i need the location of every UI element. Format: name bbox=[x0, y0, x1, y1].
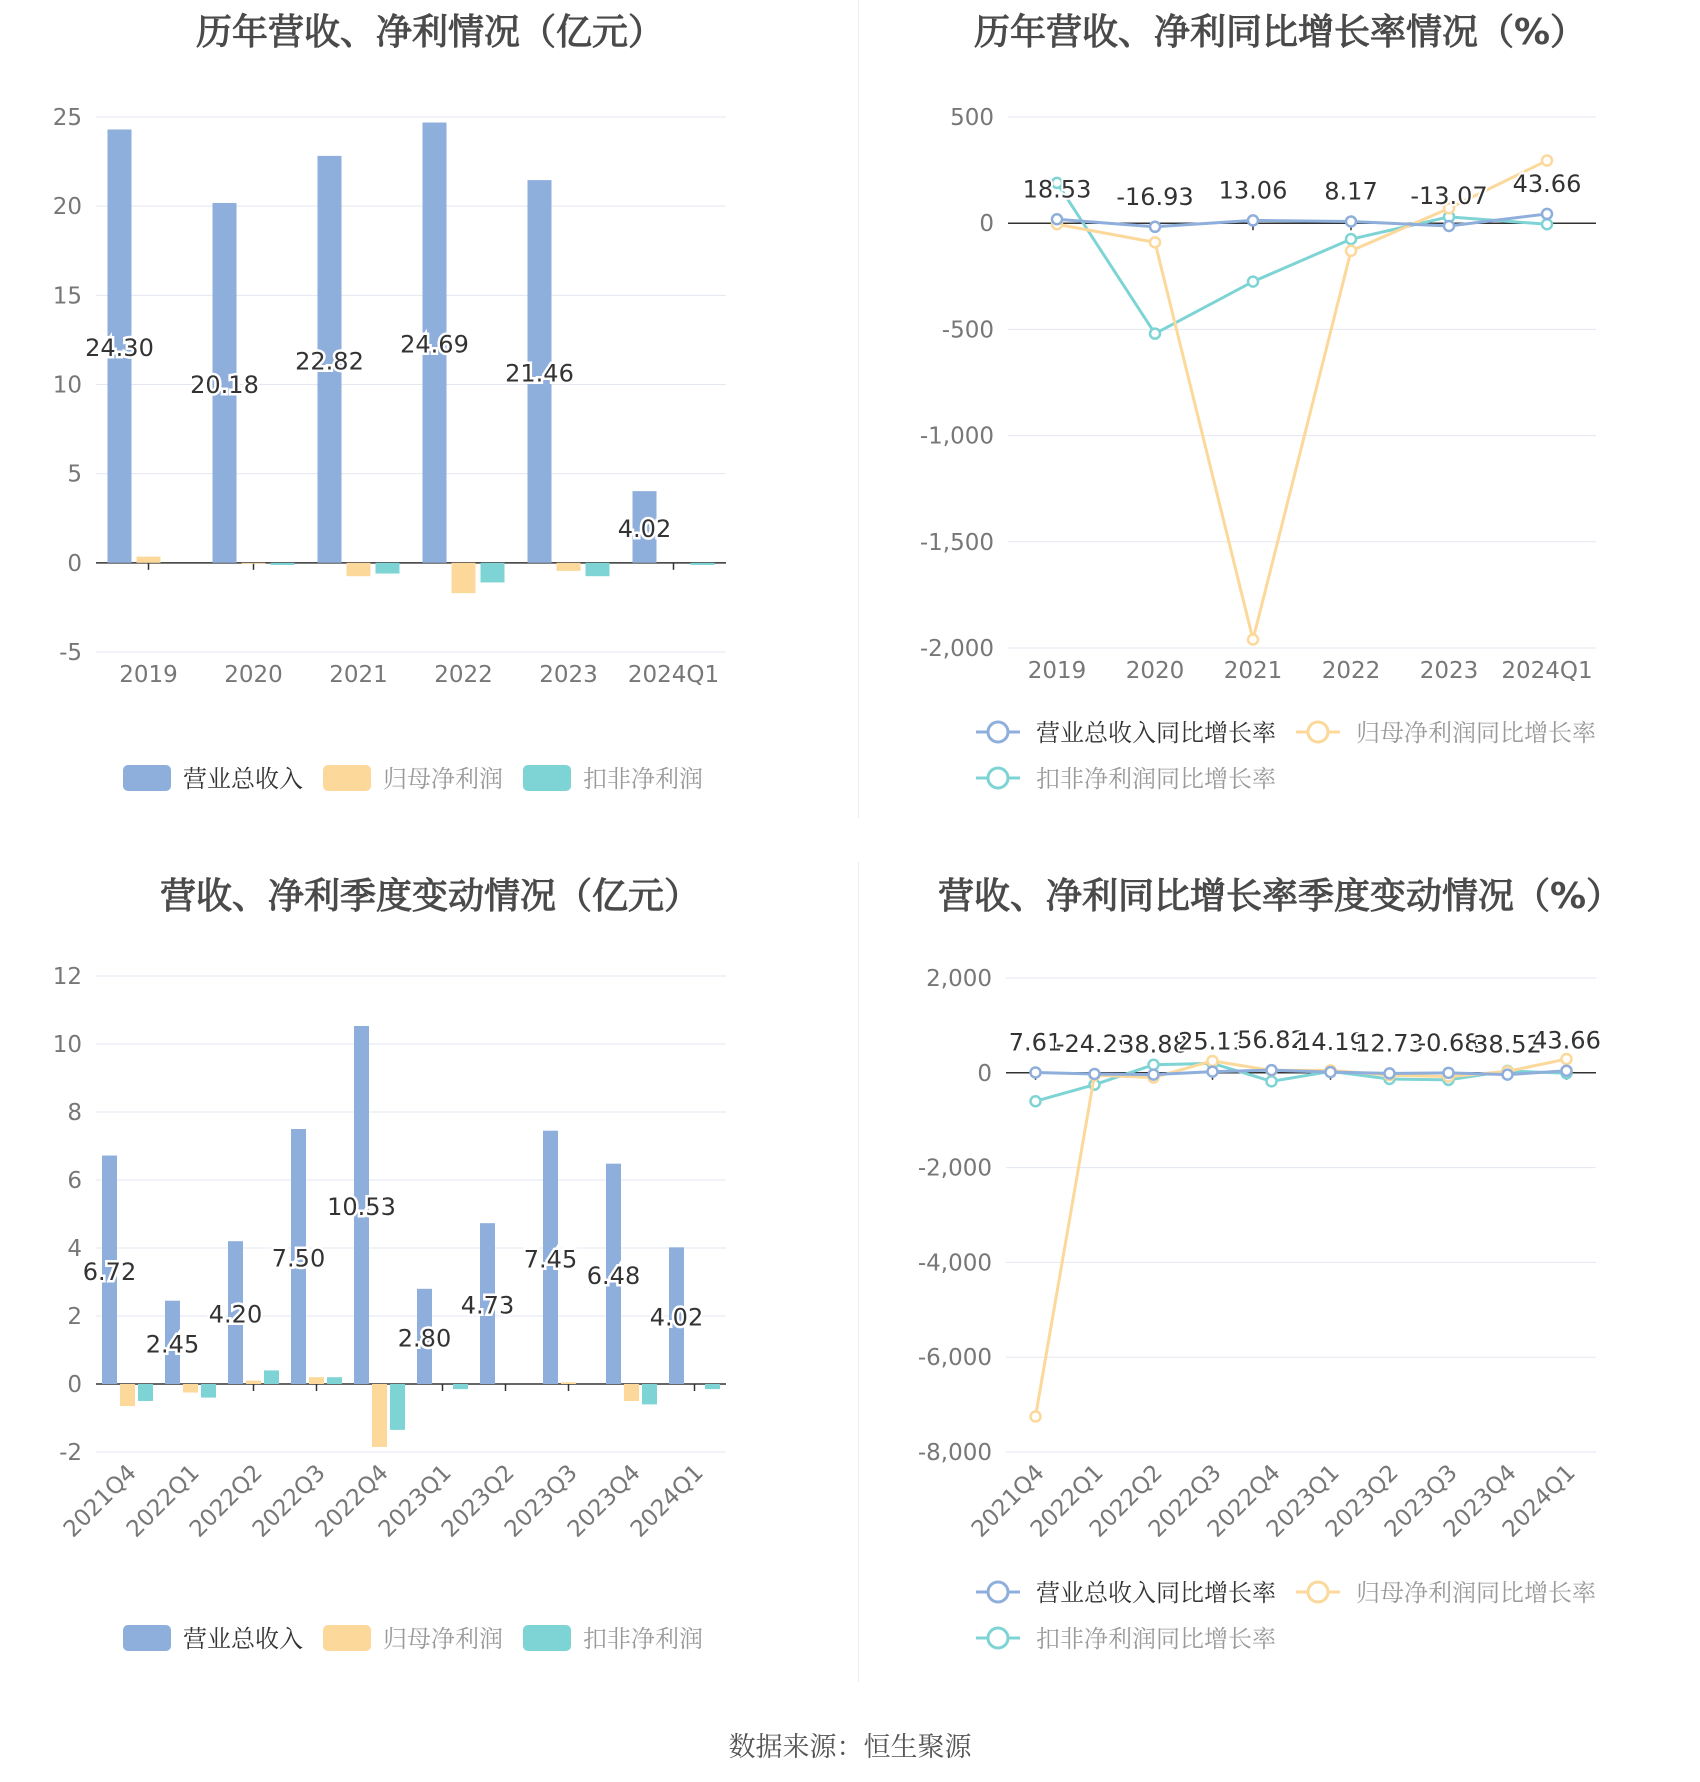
x-tick-label: 2023Q4 bbox=[1438, 1459, 1522, 1543]
legend-marker bbox=[1308, 722, 1328, 742]
x-tick-label: 2022Q1 bbox=[121, 1459, 205, 1543]
bar bbox=[264, 1370, 279, 1384]
legend-marker bbox=[988, 722, 1008, 742]
x-tick-label: 2022Q1 bbox=[1025, 1459, 1109, 1543]
x-tick-label: 2022 bbox=[434, 662, 493, 688]
data-label: 4.02 bbox=[617, 514, 672, 543]
data-label: 8.17 bbox=[1324, 177, 1378, 206]
x-tick-label: 2019 bbox=[1027, 658, 1087, 684]
data-label: 18.53 bbox=[1022, 175, 1092, 204]
y-tick-label: -4,000 bbox=[917, 1250, 992, 1277]
annual-growth-chart bbox=[860, 0, 1700, 830]
series-point bbox=[1542, 209, 1552, 219]
chart-title: 历年营收、净利情况（亿元） bbox=[195, 12, 664, 53]
data-label: 56.82 bbox=[1237, 1026, 1306, 1055]
series-line bbox=[1057, 161, 1547, 640]
series-point bbox=[1562, 1066, 1572, 1076]
chart-panel-annual-amounts bbox=[0, 0, 860, 830]
y-tick-label: 2 bbox=[67, 1304, 82, 1330]
series-point bbox=[1346, 216, 1356, 226]
x-tick-label: 2024Q1 bbox=[625, 1459, 709, 1543]
y-tick-label: 4 bbox=[67, 1236, 82, 1262]
legend-label: 扣非净利润 bbox=[583, 1625, 703, 1653]
series-point bbox=[1503, 1070, 1513, 1080]
x-tick-label: 2023Q2 bbox=[1320, 1459, 1404, 1543]
y-tick-label: -2 bbox=[59, 1440, 82, 1466]
series-line bbox=[1036, 1059, 1567, 1416]
data-label: 2.80 bbox=[397, 1324, 452, 1353]
series-point bbox=[1542, 219, 1552, 229]
bar bbox=[271, 563, 295, 565]
legend-label: 归母净利润同比增长率 bbox=[1356, 1579, 1596, 1607]
series-point bbox=[1385, 1068, 1395, 1078]
bar bbox=[390, 1384, 405, 1430]
series-point bbox=[1031, 1411, 1041, 1421]
legend-label: 扣非净利润同比增长率 bbox=[1036, 1625, 1276, 1653]
data-label: 13.06 bbox=[1218, 176, 1288, 205]
series-point bbox=[1267, 1065, 1277, 1075]
series-point bbox=[1031, 1096, 1041, 1106]
data-label: 20.18 bbox=[190, 370, 259, 399]
series-point bbox=[1326, 1067, 1336, 1077]
chart-title: 历年营收、净利同比增长率情况（%） bbox=[973, 12, 1587, 53]
data-label: 4.02 bbox=[649, 1303, 704, 1332]
y-tick-label: 20 bbox=[52, 194, 82, 221]
x-tick-label: 2022Q4 bbox=[1202, 1459, 1286, 1543]
series-point bbox=[1248, 277, 1258, 287]
x-tick-label: 2024Q1 bbox=[627, 662, 720, 688]
data-label: -13.07 bbox=[1410, 181, 1488, 210]
data-label: -0.68 bbox=[1417, 1028, 1480, 1057]
y-tick-label: 10 bbox=[52, 372, 82, 399]
series-point bbox=[1150, 329, 1160, 339]
series-point bbox=[1031, 1067, 1041, 1077]
series-point bbox=[1444, 1068, 1454, 1078]
y-tick-label: -500 bbox=[941, 317, 994, 344]
y-tick-label: -8,000 bbox=[917, 1440, 992, 1466]
legend-marker bbox=[1308, 1582, 1328, 1602]
quarterly-amounts-chart bbox=[0, 860, 860, 1700]
bar bbox=[453, 1384, 468, 1389]
series-point bbox=[1562, 1054, 1572, 1064]
series-point bbox=[1346, 234, 1356, 244]
bar bbox=[183, 1384, 198, 1393]
x-tick-label: 2020 bbox=[224, 662, 283, 688]
y-tick-label: 25 bbox=[52, 105, 82, 131]
x-tick-label: 2022Q4 bbox=[310, 1459, 394, 1543]
chart-panel-quarterly-amounts bbox=[0, 860, 860, 1700]
series-point bbox=[1149, 1070, 1159, 1080]
y-tick-label: -6,000 bbox=[917, 1345, 992, 1372]
x-tick-label: 2021Q4 bbox=[966, 1459, 1050, 1543]
data-label: 38.88 bbox=[1119, 1030, 1188, 1059]
y-tick-label: 500 bbox=[950, 105, 994, 131]
y-tick-label: 0 bbox=[977, 1060, 992, 1087]
y-tick-label: 6 bbox=[67, 1168, 82, 1194]
legend-marker bbox=[988, 1628, 1008, 1648]
series-point bbox=[1346, 246, 1356, 256]
bar bbox=[624, 1384, 639, 1401]
y-tick-label: 5 bbox=[67, 461, 82, 488]
series-point bbox=[1149, 1060, 1159, 1070]
series-point bbox=[1444, 221, 1454, 231]
y-tick-label: -1,000 bbox=[919, 423, 994, 450]
x-tick-label: 2024Q1 bbox=[1497, 1459, 1581, 1543]
bar bbox=[481, 563, 505, 583]
data-source-note: 数据来源：恒生聚源 bbox=[728, 1732, 972, 1763]
legend-swatch bbox=[323, 1625, 371, 1651]
x-tick-label: 2023Q3 bbox=[499, 1459, 583, 1543]
data-label: 21.46 bbox=[505, 359, 574, 388]
legend-label: 营业总收入同比增长率 bbox=[1036, 1579, 1276, 1607]
series-point bbox=[1542, 156, 1552, 166]
legend-label: 归母净利润 bbox=[383, 1625, 503, 1653]
x-tick-label: 2023Q4 bbox=[562, 1459, 646, 1543]
legend-label: 营业总收入同比增长率 bbox=[1036, 719, 1276, 747]
legend-label: 归母净利润同比增长率 bbox=[1356, 719, 1596, 747]
x-tick-label: 2022 bbox=[1321, 658, 1381, 684]
data-label: 6.72 bbox=[82, 1257, 137, 1286]
y-tick-label: -2,000 bbox=[917, 1155, 992, 1182]
series-point bbox=[1150, 222, 1160, 232]
annual-amounts-chart bbox=[0, 0, 860, 830]
legend-swatch bbox=[523, 1625, 571, 1651]
y-tick-label: -5 bbox=[59, 640, 82, 666]
data-label: 7.61 bbox=[1008, 1028, 1063, 1057]
bar bbox=[246, 1381, 261, 1384]
legend-label: 扣非净利润 bbox=[583, 765, 703, 793]
bar bbox=[376, 563, 400, 574]
y-tick-label: 15 bbox=[52, 283, 82, 310]
y-tick-label: -2,000 bbox=[919, 636, 994, 662]
series-point bbox=[1208, 1067, 1218, 1077]
chart-title: 营收、净利季度变动情况（亿元） bbox=[159, 876, 700, 917]
bar bbox=[557, 563, 581, 571]
x-tick-label: 2021 bbox=[1223, 658, 1283, 684]
x-tick-label: 2022Q2 bbox=[1084, 1459, 1168, 1543]
bar bbox=[372, 1384, 387, 1447]
y-tick-label: 0 bbox=[979, 211, 994, 238]
y-tick-label: 0 bbox=[67, 1372, 82, 1398]
data-label: -16.93 bbox=[1116, 182, 1194, 211]
bar bbox=[138, 1384, 153, 1401]
legend-swatch bbox=[123, 765, 171, 791]
bar bbox=[309, 1377, 324, 1384]
x-tick-label: 2023Q3 bbox=[1379, 1459, 1463, 1543]
data-label: 7.50 bbox=[271, 1244, 326, 1273]
series-point bbox=[1090, 1069, 1100, 1079]
bar bbox=[347, 563, 371, 576]
data-label: 43.66 bbox=[1512, 169, 1582, 198]
data-label: -24.29 bbox=[1055, 1029, 1134, 1058]
series-point bbox=[1150, 237, 1160, 247]
series-point bbox=[1248, 215, 1258, 225]
bar bbox=[452, 563, 476, 593]
x-tick-label: 2023Q1 bbox=[1261, 1459, 1345, 1543]
quarterly-growth-chart bbox=[860, 860, 1700, 1700]
x-tick-label: 2021 bbox=[329, 662, 388, 688]
chart-panel-annual-growth bbox=[860, 0, 1700, 830]
data-label: 7.45 bbox=[523, 1245, 578, 1274]
legend-label: 营业总收入 bbox=[183, 765, 303, 793]
bar bbox=[242, 563, 266, 564]
chart-panel-quarterly-growth bbox=[860, 860, 1700, 1700]
y-tick-label: -1,500 bbox=[919, 529, 994, 556]
bar bbox=[705, 1384, 720, 1389]
legend-swatch bbox=[323, 765, 371, 791]
y-tick-label: 0 bbox=[67, 550, 82, 577]
data-label: 24.30 bbox=[85, 334, 154, 363]
bar bbox=[586, 563, 610, 576]
x-tick-label: 2023 bbox=[1419, 658, 1479, 684]
legend-marker bbox=[988, 768, 1008, 788]
x-tick-label: 2022Q3 bbox=[1143, 1459, 1227, 1543]
series-point bbox=[1208, 1056, 1218, 1066]
legend-marker bbox=[988, 1582, 1008, 1602]
data-label: 4.73 bbox=[460, 1291, 515, 1320]
series-point bbox=[1248, 635, 1258, 645]
x-tick-label: 2022Q2 bbox=[184, 1459, 268, 1543]
bar bbox=[137, 557, 161, 563]
bar bbox=[120, 1384, 135, 1406]
series-line bbox=[1057, 214, 1547, 227]
data-label: 25.11 bbox=[1178, 1027, 1247, 1056]
data-label: 2.45 bbox=[145, 1330, 200, 1359]
chart-title: 营收、净利同比增长率季度变动情况（%） bbox=[937, 876, 1623, 917]
x-tick-label: 2019 bbox=[119, 662, 178, 688]
y-tick-label: 8 bbox=[67, 1100, 82, 1126]
legend-swatch bbox=[523, 765, 571, 791]
data-label: 24.69 bbox=[400, 330, 469, 359]
x-tick-label: 2023Q1 bbox=[373, 1459, 457, 1543]
data-label: 14.19 bbox=[1296, 1028, 1365, 1057]
data-label: 4.20 bbox=[208, 1300, 263, 1329]
x-tick-label: 2021Q4 bbox=[58, 1459, 142, 1543]
y-tick-label: 10 bbox=[52, 1032, 82, 1058]
y-tick-label: 12 bbox=[52, 964, 82, 990]
x-tick-label: 2022Q3 bbox=[247, 1459, 331, 1543]
bar bbox=[561, 1382, 576, 1384]
data-label: 12.73 bbox=[1355, 1029, 1424, 1058]
bar bbox=[691, 563, 715, 565]
bar bbox=[327, 1377, 342, 1384]
data-label: 38.52 bbox=[1473, 1030, 1542, 1059]
bar bbox=[201, 1384, 216, 1398]
data-label: 22.82 bbox=[295, 347, 364, 376]
legend-label: 营业总收入 bbox=[183, 1625, 303, 1653]
legend-swatch bbox=[123, 1625, 171, 1651]
legend-label: 归母净利润 bbox=[383, 765, 503, 793]
bar bbox=[642, 1384, 657, 1404]
x-tick-label: 2024Q1 bbox=[1501, 658, 1593, 684]
legend-label: 扣非净利润同比增长率 bbox=[1036, 765, 1276, 793]
x-tick-label: 2023Q2 bbox=[436, 1459, 520, 1543]
data-label: 10.53 bbox=[327, 1192, 396, 1221]
x-tick-label: 2023 bbox=[539, 662, 598, 688]
data-label: 43.66 bbox=[1532, 1026, 1601, 1055]
series-point bbox=[1052, 214, 1062, 224]
data-label: 6.48 bbox=[586, 1261, 641, 1290]
x-tick-label: 2020 bbox=[1125, 658, 1185, 684]
series-point bbox=[1267, 1076, 1277, 1086]
y-tick-label: 2,000 bbox=[926, 966, 992, 992]
